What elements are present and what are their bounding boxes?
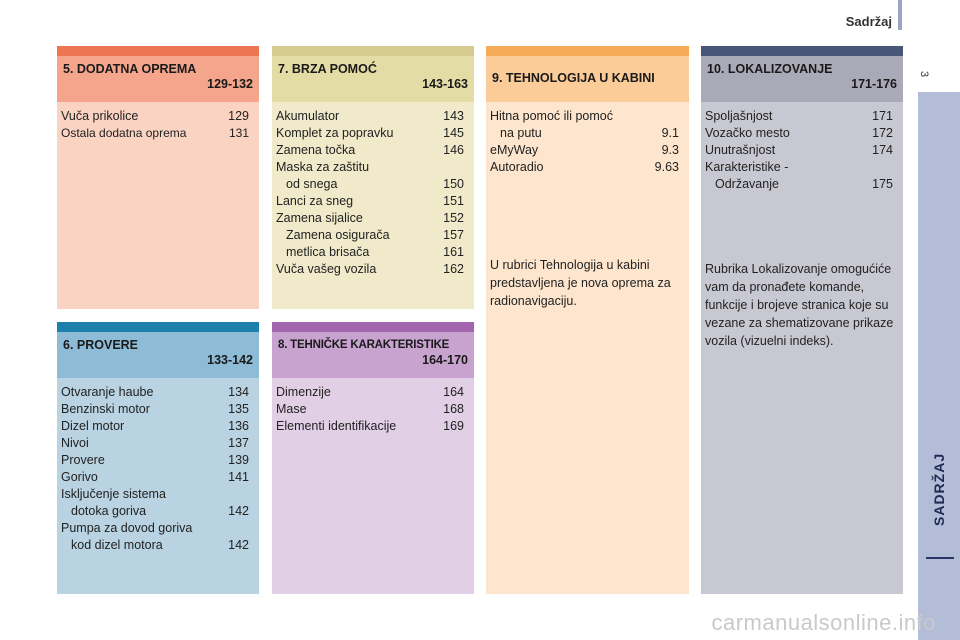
toc-entry-page: 141 <box>228 470 249 484</box>
toc-entry-label: Akumulator <box>276 109 340 123</box>
section-entries <box>272 378 474 435</box>
toc-entry-label: eMyWay <box>490 143 539 157</box>
toc-entry-page: 9.63 <box>654 160 679 174</box>
toc-entry[interactable] <box>276 384 464 401</box>
toc-entry-label: Isključenje sistema <box>61 487 166 501</box>
section-header[interactable] <box>272 56 474 102</box>
section-header[interactable] <box>701 56 903 102</box>
toc-entry[interactable] <box>276 193 464 210</box>
toc-entry-label: Elementi identifikacije <box>276 419 397 433</box>
page-header-title: Sadržaj <box>845 14 892 29</box>
toc-entry-label: Autoradio <box>490 160 544 174</box>
toc-entry-page: 139 <box>228 453 249 467</box>
section-9-tehnologija-u-kabini <box>486 46 689 594</box>
section-title: 9. TEHNOLOGIJA U KABINI <box>492 71 655 85</box>
toc-entry[interactable] <box>705 125 893 142</box>
toc-entry[interactable] <box>276 210 464 227</box>
toc-entry-label: Ostala dodatna oprema <box>61 126 187 140</box>
section-title: 7. BRZA POMOĆ <box>278 62 377 76</box>
toc-entry-label: Mase <box>276 402 307 416</box>
toc-entry[interactable] <box>61 503 249 520</box>
toc-entry[interactable] <box>61 108 249 125</box>
toc-entry-page: 136 <box>228 419 249 433</box>
toc-entry-label: Nivoi <box>61 436 89 450</box>
toc-entry-page: 171 <box>872 109 893 123</box>
section-5-dodatna-oprema <box>57 46 259 309</box>
toc-entry-page: 9.1 <box>661 126 679 140</box>
toc-entry[interactable] <box>61 486 249 503</box>
toc-entry-page: 129 <box>228 109 249 123</box>
toc-entry-label: od snega <box>286 177 338 191</box>
toc-entry[interactable] <box>276 227 464 244</box>
section-color-bar <box>701 46 903 56</box>
section-title: 10. LOKALIZOVANJE <box>707 62 833 76</box>
toc-entry[interactable] <box>276 142 464 159</box>
toc-entry-page <box>225 520 249 537</box>
toc-entry-page <box>869 159 893 176</box>
toc-entry-page: 168 <box>443 402 464 416</box>
toc-entry-label: Benzinski motor <box>61 402 150 416</box>
toc-entry-label: Zamena osigurača <box>286 228 390 242</box>
toc-entry-page: 152 <box>443 211 464 225</box>
toc-entry-page: 157 <box>443 228 464 242</box>
toc-entry-label: Provere <box>61 453 105 467</box>
toc-entry[interactable] <box>61 418 249 435</box>
toc-entry[interactable] <box>705 176 893 193</box>
toc-entry-label: na putu <box>500 126 542 140</box>
toc-entry-label: Vuča prikolice <box>61 109 139 123</box>
section-title: 5. DODATNA OPREMA <box>63 62 197 76</box>
toc-entry[interactable] <box>276 418 464 435</box>
toc-entry[interactable] <box>276 108 464 125</box>
toc-entry-page: 164 <box>443 385 464 399</box>
section-title: 6. PROVERE <box>63 338 139 352</box>
toc-entry[interactable] <box>61 401 249 418</box>
toc-entry[interactable] <box>61 520 249 537</box>
toc-entry-label: Spoljašnjost <box>705 109 773 123</box>
toc-entry[interactable] <box>276 176 464 193</box>
toc-entry[interactable] <box>490 125 679 142</box>
toc-entry-label: Gorivo <box>61 470 98 484</box>
section-10-lokalizovanje <box>701 46 903 594</box>
toc-entry[interactable] <box>490 142 679 159</box>
toc-entry-label: Maska za zaštitu <box>276 160 370 174</box>
section-header[interactable] <box>272 332 474 378</box>
toc-entry-page: 161 <box>443 245 464 259</box>
toc-entry[interactable] <box>61 125 249 142</box>
toc-entry-label: Vuča vašeg vozila <box>276 262 377 276</box>
toc-entry-page: 151 <box>443 194 464 208</box>
toc-entry-page: 169 <box>443 419 464 433</box>
section-8-tehnicke-karakteristike <box>272 322 474 594</box>
section-title: 8. TEHNIČKE KARAKTERISTIKE <box>278 339 450 351</box>
toc-entry-page: 174 <box>872 143 893 157</box>
section-entries <box>272 102 474 278</box>
toc-entry-page: 142 <box>228 538 249 552</box>
side-tab-underline <box>926 557 954 559</box>
toc-entry-page: 134 <box>228 385 249 399</box>
toc-entry[interactable] <box>61 452 249 469</box>
toc-entry-page: 131 <box>228 126 249 140</box>
toc-entry-page <box>655 108 679 125</box>
toc-entry-label: Otvaranje haube <box>61 385 154 399</box>
toc-entry-page: 150 <box>443 177 464 191</box>
section-page-range: 171-176 <box>851 77 897 91</box>
toc-entry[interactable] <box>61 384 249 401</box>
toc-entry-page: 137 <box>228 436 249 450</box>
section-color-bar <box>272 322 474 332</box>
toc-entry-label: Karakteristike - <box>705 160 789 174</box>
toc-entry-page: 175 <box>872 177 893 191</box>
toc-entry[interactable] <box>61 469 249 486</box>
section-6-provere <box>57 322 259 594</box>
toc-entry-page: 172 <box>872 126 893 140</box>
section-header[interactable] <box>57 56 259 102</box>
toc-entry-label: Lanci za sneg <box>276 194 354 208</box>
toc-entry-page <box>440 159 464 176</box>
toc-entry-label: Dizel motor <box>61 419 125 433</box>
toc-entry-label: metlica brisača <box>286 245 370 259</box>
toc-entry-label: Održavanje <box>715 177 779 191</box>
toc-entry-page: 145 <box>443 126 464 140</box>
toc-entry[interactable] <box>705 142 893 159</box>
toc-entry-label: Dimenzije <box>276 385 331 399</box>
toc-entry-label: Vozačko mesto <box>705 126 790 140</box>
section-color-bar <box>57 46 259 56</box>
section-color-bar <box>57 322 259 332</box>
toc-entry-label: Zamena točka <box>276 143 356 157</box>
toc-entry-page <box>225 486 249 503</box>
toc-entry-label: Zamena sijalice <box>276 211 363 225</box>
toc-entry[interactable] <box>276 159 464 176</box>
toc-entry[interactable] <box>705 108 893 125</box>
toc-entry[interactable] <box>276 125 464 142</box>
toc-entry[interactable] <box>61 537 249 554</box>
toc-entry[interactable] <box>276 244 464 261</box>
toc-entry-label: kod dizel motora <box>71 538 163 552</box>
section-page-range: 129-132 <box>207 77 253 91</box>
toc-entry[interactable] <box>61 435 249 452</box>
toc-entry[interactable] <box>276 261 464 278</box>
header-divider <box>898 0 902 30</box>
page-number: 3 <box>918 70 930 78</box>
section-entries <box>486 102 689 176</box>
section-color-bar <box>272 46 474 56</box>
section-entries <box>57 378 259 554</box>
section-header[interactable] <box>486 56 689 102</box>
section-entries <box>57 102 259 142</box>
toc-entry-page: 146 <box>443 143 464 157</box>
toc-entry-page: 143 <box>443 109 464 123</box>
section-page-range: 133-142 <box>207 353 253 367</box>
toc-entry-label: Pumpa za dovod goriva <box>61 521 193 535</box>
section-7-brza-pomoc <box>272 46 474 309</box>
toc-entry-page: 9.3 <box>661 143 679 157</box>
toc-entry-page: 162 <box>443 262 464 276</box>
side-tab-label: SADRŽAJ <box>931 452 947 526</box>
section-page-range: 164-170 <box>422 353 468 367</box>
toc-entry[interactable] <box>490 108 679 125</box>
section-description: Rubrika Lokalizovanje omogućiće vam da pronađete komande, funkcije i brojeve stranica koje su vezane za shematizovane prikaze vozila (vizuelni indeks). <box>705 262 894 348</box>
section-page-range: 143-163 <box>422 77 468 91</box>
toc-entry[interactable] <box>490 159 679 176</box>
toc-entry-label: dotoka goriva <box>71 504 147 518</box>
toc-entry-label: Unutrašnjost <box>705 143 776 157</box>
toc-entry-label: Komplet za popravku <box>276 126 394 140</box>
toc-entry-page: 135 <box>228 402 249 416</box>
toc-entry-label: Hitna pomoć ili pomoć <box>490 109 613 123</box>
toc-entry[interactable] <box>276 401 464 418</box>
watermark: carmanualsonline.info <box>711 610 936 635</box>
section-color-bar <box>486 46 689 56</box>
section-header[interactable] <box>57 332 259 378</box>
toc-entry[interactable] <box>705 159 893 176</box>
section-description: U rubrici Tehnologija u kabini predstavljena je nova oprema za radionavigaciju. <box>490 258 671 308</box>
section-entries <box>701 102 903 193</box>
toc-entry-page: 142 <box>228 504 249 518</box>
